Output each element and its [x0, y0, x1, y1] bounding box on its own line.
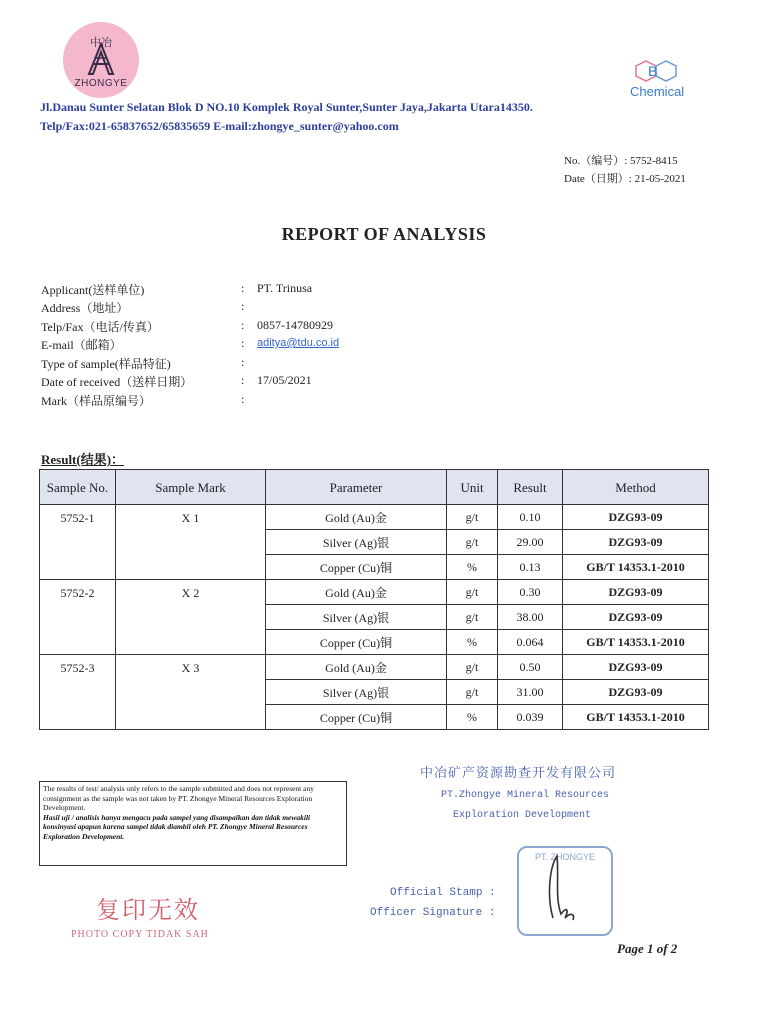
col-header-sample-no: Sample No. — [40, 470, 116, 505]
stamp-text: PT. ZHONGYE — [534, 852, 595, 862]
address-label: Address（地址） — [41, 301, 129, 315]
table-header-row — [40, 470, 709, 505]
mark-label: Mark（样品原编号） — [41, 394, 151, 408]
results-table — [39, 469, 709, 730]
result: 38.00 — [498, 605, 563, 630]
result: 29.00 — [498, 530, 563, 555]
page-number: Page 1 of 2 — [617, 941, 678, 956]
chemical-label: Chemical — [630, 84, 685, 99]
company-name-cn: 中冶矿产资源勘查开发有限公司 — [420, 766, 617, 781]
result: 0.039 — [498, 705, 563, 730]
page-title: REPORT OF ANALYSIS — [281, 224, 487, 244]
telp-label: Telp/Fax（电话/传真） — [41, 320, 159, 334]
result: 0.13 — [498, 555, 563, 580]
table-row — [40, 505, 709, 530]
unit: % — [447, 630, 498, 655]
chemical-logo — [626, 58, 696, 102]
logo-cn-text: 中冶 — [90, 36, 112, 49]
company-name-en-1: PT.Zhongye Mineral Resources — [441, 790, 610, 801]
sample-mark: X 1 — [116, 505, 266, 580]
unit: g/t — [447, 605, 498, 630]
photocopy-invalid-text: PHOTO COPY TIDAK SAH — [71, 929, 209, 940]
parameter: Silver (Ag)银 — [266, 680, 447, 705]
email-label: E-mail（邮箱） — [41, 338, 122, 352]
applicant-label: Applicant(送样单位) — [41, 283, 145, 297]
parameter: Copper (Cu)铜 — [266, 705, 447, 730]
svg-text:B: B — [648, 63, 658, 79]
method: DZG93-09 — [563, 605, 709, 630]
applicant-value: PT. Trinusa — [257, 281, 313, 295]
parameter: Gold (Au)金 — [266, 505, 447, 530]
method: DZG93-09 — [563, 530, 709, 555]
disclaimer-id: Hasil uji / analisis hanya mengacu pada sampel yang disampaikan dan tidak mewakili konsinyasi apapun karena sampel tidak diambil oleh PT. Zhongye Mineral Resources Exploration Development. — [43, 812, 311, 841]
result: 31.00 — [498, 680, 563, 705]
unit: % — [447, 705, 498, 730]
colon: : — [241, 355, 245, 369]
officer-signature-label: Officer Signature : — [370, 907, 496, 919]
unit: % — [447, 555, 498, 580]
method: GB/T 14353.1-2010 — [563, 630, 709, 655]
unit: g/t — [447, 680, 498, 705]
unit: g/t — [447, 530, 498, 555]
disclaimer-en: The results of test/ analysis only refers to the sample submitted and does not represent any consignment as the sample was not taken by PT. Zhongye Mineral Resources Exploration Development. — [43, 784, 314, 813]
zhongye-logo — [63, 22, 139, 98]
company-contact: Telp/Fax:021-65837652/65835659 E-mail:zhongye_sunter@yahoo.com — [40, 119, 399, 133]
sample-no: 5752-2 — [40, 580, 116, 655]
signature-icon — [519, 848, 611, 934]
parameter: Silver (Ag)银 — [266, 530, 447, 555]
method: GB/T 14353.1-2010 — [563, 705, 709, 730]
col-header-result: Result — [498, 470, 563, 505]
colon: : — [241, 336, 245, 350]
disclaimer-box — [39, 781, 347, 866]
result: 0.50 — [498, 655, 563, 680]
company-name-en-2: Exploration Development — [453, 810, 592, 821]
col-header-method: Method — [563, 470, 709, 505]
colon: : — [241, 299, 245, 313]
parameter: Gold (Au)金 — [266, 655, 447, 680]
unit: g/t — [447, 655, 498, 680]
parameter: Copper (Cu)铜 — [266, 555, 447, 580]
sample-no: 5752-3 — [40, 655, 116, 730]
official-stamp — [517, 846, 613, 936]
molecule-icon — [626, 58, 686, 86]
parameter: Silver (Ag)银 — [266, 605, 447, 630]
unit: g/t — [447, 505, 498, 530]
report-date: Date（日期）: 21-05-2021 — [564, 173, 686, 185]
email-link[interactable]: aditya@tdu.co.id — [257, 337, 340, 349]
date-received-label: Date of received（送样日期） — [41, 375, 193, 389]
company-address: Jl.Danau Sunter Selatan Blok D NO.10 Komplek Royal Sunter,Sunter Jaya,Jakarta Utara14350. — [40, 100, 533, 114]
result: 0.30 — [498, 580, 563, 605]
photocopy-invalid-stamp: 复印无效 — [96, 896, 200, 924]
result: 0.10 — [498, 505, 563, 530]
result: 0.064 — [498, 630, 563, 655]
report-number: No.（编号）: 5752-8415 — [564, 155, 678, 167]
derrick-icon — [85, 42, 117, 76]
method: DZG93-09 — [563, 505, 709, 530]
col-header-sample-mark: Sample Mark — [116, 470, 266, 505]
sample-no: 5752-1 — [40, 505, 116, 580]
table-row — [40, 655, 709, 680]
colon: : — [241, 318, 245, 332]
official-stamp-label: Official Stamp : — [390, 887, 496, 899]
parameter: Copper (Cu)铜 — [266, 630, 447, 655]
result-heading: Result(结果)： — [41, 452, 125, 467]
sample-mark: X 3 — [116, 655, 266, 730]
colon: : — [241, 392, 245, 406]
method: DZG93-09 — [563, 655, 709, 680]
colon: : — [241, 373, 245, 387]
date-received-value: 17/05/2021 — [257, 373, 312, 387]
col-header-unit: Unit — [447, 470, 498, 505]
col-header-parameter: Parameter — [266, 470, 447, 505]
sample-type-label: Type of sample(样品特征) — [41, 357, 171, 371]
parameter: Gold (Au)金 — [266, 580, 447, 605]
colon: : — [241, 281, 245, 295]
unit: g/t — [447, 580, 498, 605]
method: GB/T 14353.1-2010 — [563, 555, 709, 580]
telp-value: 0857-14780929 — [257, 318, 333, 332]
table-row — [40, 580, 709, 605]
method: DZG93-09 — [563, 680, 709, 705]
method: DZG93-09 — [563, 580, 709, 605]
logo-en-text: ZHONGYE — [74, 78, 128, 89]
sample-mark: X 2 — [116, 580, 266, 655]
